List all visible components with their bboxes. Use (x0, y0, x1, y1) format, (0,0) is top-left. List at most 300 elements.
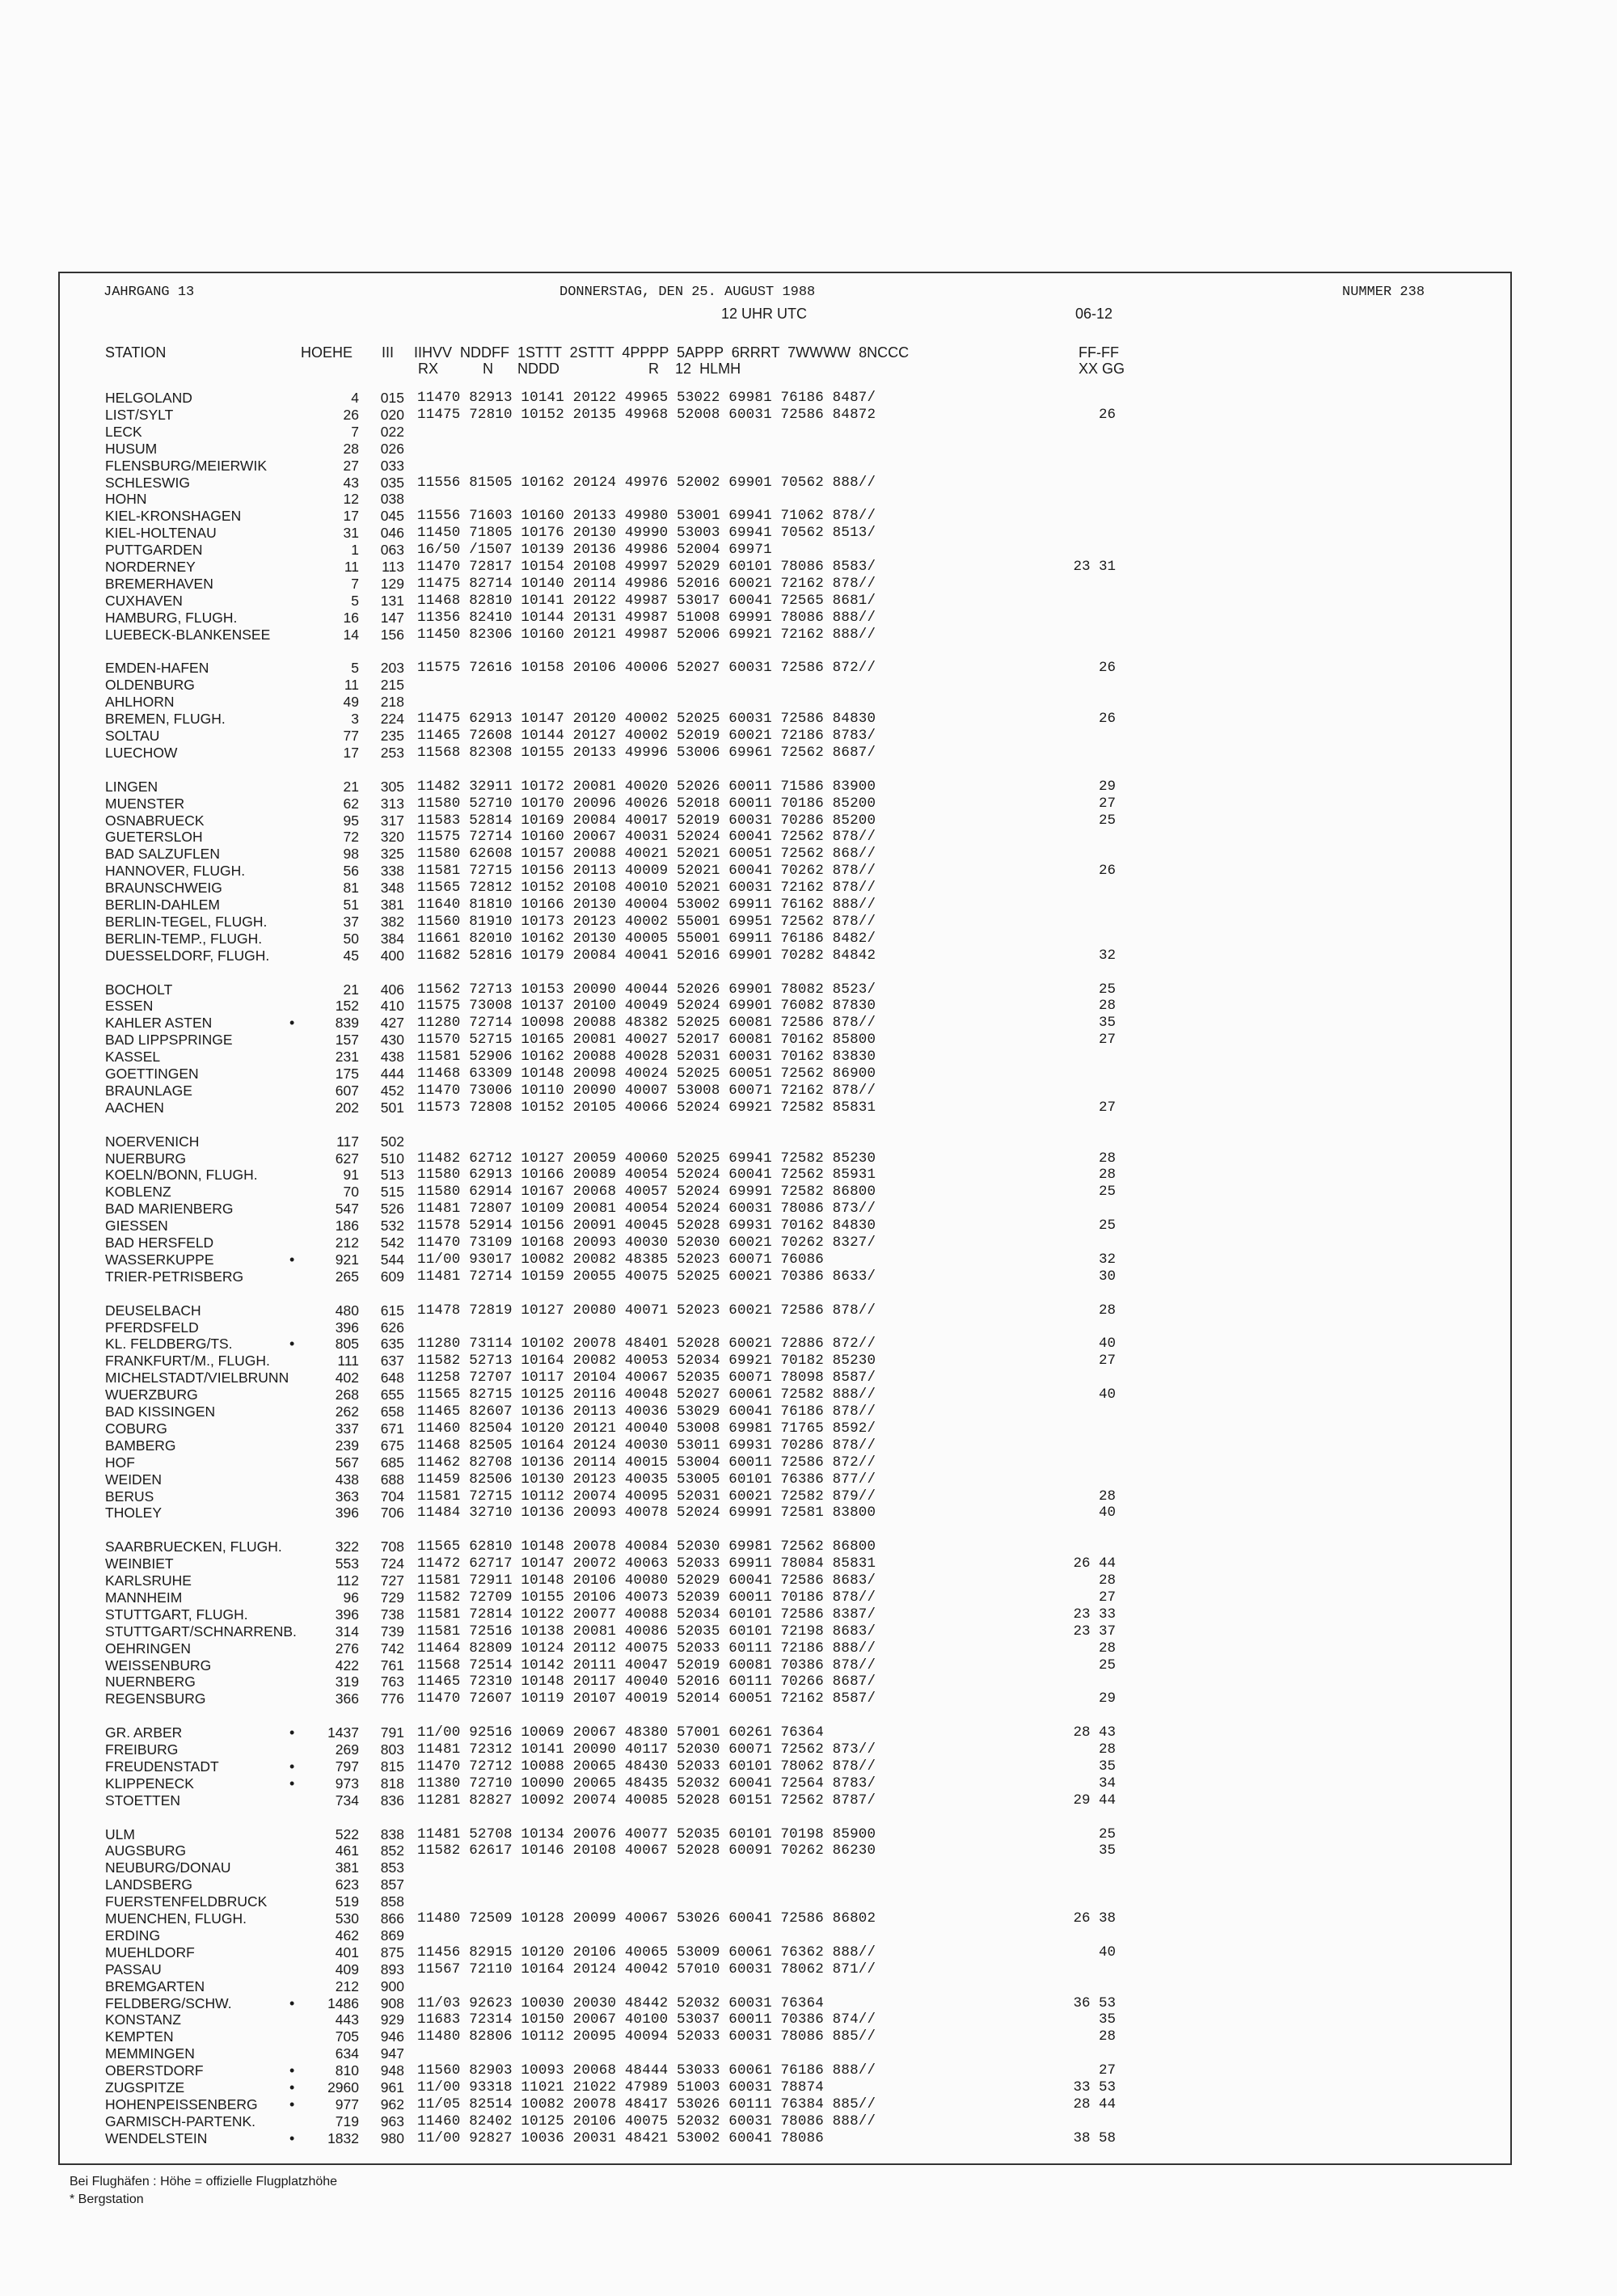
wind-gusts: 25 (1098, 1218, 1116, 1235)
table-row (0, 1201, 1617, 1218)
synop-codes: 11/03 92623 10030 20030 48442 52032 60031 76364 (417, 1994, 824, 2011)
synop-codes: 11481 72807 10109 20081 40054 52024 60031 78086 873// (417, 1201, 876, 1218)
station-name: WEIDEN (105, 1471, 162, 1488)
station-height: 623 (335, 1876, 359, 1893)
station-number: 875 (380, 1944, 404, 1960)
station-number: 763 (380, 1673, 404, 1690)
table-row (0, 424, 1617, 441)
station-number: 325 (380, 846, 404, 863)
station-name: FREIBURG (105, 1741, 179, 1758)
station-name: FLENSBURG/MEIERWIK (105, 457, 267, 474)
station-height: 322 (335, 1538, 359, 1555)
station-height: 17 (343, 508, 359, 525)
station-number: 671 (380, 1420, 404, 1437)
table-row (0, 1978, 1617, 1995)
station-number: 444 (380, 1066, 404, 1082)
table-row (0, 1032, 1617, 1049)
table-row (0, 1083, 1617, 1099)
table-row (0, 914, 1617, 931)
table-row (0, 796, 1617, 812)
wind-gusts: 32 (1098, 1251, 1116, 1268)
table-row (0, 1826, 1617, 1843)
station-height: 396 (335, 1319, 359, 1336)
table-row (0, 728, 1617, 745)
station-name: FRANKFURT/M., FLUGH. (105, 1353, 270, 1370)
wind-gusts: 23 33 (1073, 1606, 1116, 1623)
table-row (0, 1184, 1617, 1201)
station-name: HELGOLAND (105, 390, 192, 406)
station-number: 658 (380, 1403, 404, 1420)
table-row (0, 1488, 1617, 1505)
footnote-airport: Bei Flughäfen : Höhe = offizielle Flugplatzhöhe (70, 2175, 338, 2188)
table-row (0, 576, 1617, 593)
synop-codes: 11460 82504 10120 20121 40040 53008 69981 71765 8592/ (417, 1420, 876, 1437)
station-name: AHLHORN (105, 694, 175, 711)
station-number: 776 (380, 1690, 404, 1707)
station-name: OSNABRUECK (105, 812, 205, 829)
station-number: 542 (380, 1235, 404, 1251)
wind-gusts: 30 (1098, 1268, 1116, 1285)
synop-codes: 11661 82010 10162 20130 40005 55001 69911 76186 8482/ (417, 930, 876, 947)
station-height: 91 (343, 1167, 359, 1184)
table-row (0, 1370, 1617, 1386)
wind-gusts: 23 31 (1073, 559, 1116, 575)
station-number: 963 (380, 2112, 404, 2129)
station-number: 685 (380, 1454, 404, 1471)
station-number: 962 (380, 2096, 404, 2112)
station-height: 117 (336, 1133, 359, 1150)
table-row (0, 1302, 1617, 1319)
station-number: 156 (380, 626, 404, 643)
station-height: 797 (335, 1758, 359, 1775)
wind-gusts: 27 (1098, 2062, 1116, 2079)
station-number: 147 (380, 609, 404, 626)
station-number: 704 (380, 1488, 404, 1505)
station-name: BERLIN-DAHLEM (105, 897, 220, 913)
station-height: 7 (351, 575, 359, 592)
station-number: 948 (380, 2062, 404, 2079)
mountain-marker: • (289, 1724, 295, 1741)
station-name: MANNHEIM (105, 1589, 183, 1606)
table-row (0, 1657, 1617, 1674)
synop-codes: 11380 72710 10090 20065 48435 52032 60041 72564 8783/ (417, 1775, 876, 1792)
station-number: 857 (380, 1876, 404, 1893)
station-name: STUTTGART/SCHNARRENB. (105, 1623, 297, 1640)
column-header-station: STATION (105, 344, 167, 361)
station-name: KOBLENZ (105, 1184, 171, 1201)
table-row (0, 1066, 1617, 1083)
station-number: 235 (380, 728, 404, 744)
station-name: BREMGARTEN (105, 1977, 205, 1994)
synop-codes: 11470 72817 10154 20108 49997 52029 60101 78086 8583/ (417, 559, 876, 575)
wind-gusts: 28 (1098, 1302, 1116, 1319)
table-row (0, 863, 1617, 880)
station-number: 022 (380, 423, 404, 440)
station-number: 929 (380, 2011, 404, 2028)
wind-gusts: 25 (1098, 1825, 1116, 1842)
station-name: GR. ARBER (105, 1724, 183, 1741)
synop-codes: 11567 72110 10164 20124 40042 57010 60031 78062 871// (417, 1960, 876, 1977)
station-height: 175 (335, 1066, 359, 1082)
station-number: 853 (380, 1859, 404, 1876)
station-name: HUSUM (105, 440, 158, 457)
table-row (0, 2028, 1617, 2045)
station-name: GIESSEN (105, 1218, 168, 1235)
station-name: LINGEN (105, 778, 158, 795)
synop-codes: 11470 82913 10141 20122 49965 53022 69981 76186 8487/ (417, 390, 876, 406)
station-name: BAD SALZUFLEN (105, 846, 220, 863)
synop-codes: 11459 82506 10130 20123 40035 53005 60101 76386 877// (417, 1471, 876, 1488)
station-height: 26 (343, 406, 359, 423)
station-height: 977 (335, 2096, 359, 2112)
station-height: 45 (343, 947, 359, 964)
table-row (0, 1910, 1617, 1927)
station-height: 112 (336, 1572, 359, 1589)
wind-gusts: 27 (1098, 1589, 1116, 1606)
station-number: 045 (380, 508, 404, 525)
station-number: 803 (380, 1741, 404, 1758)
synop-codes: 11562 72713 10153 20090 40044 52026 69901 78082 8523/ (417, 981, 876, 998)
table-row (0, 390, 1617, 407)
station-height: 202 (335, 1099, 359, 1116)
station-number: 818 (380, 1775, 404, 1792)
synop-codes: 11568 82308 10155 20133 49996 53006 69961 72562 8687/ (417, 744, 876, 761)
synop-codes: 11581 52906 10162 20088 40028 52031 60031 70162 83830 (417, 1049, 876, 1066)
station-name: GUETERSLOH (105, 829, 203, 846)
wind-gusts: 25 (1098, 1657, 1116, 1673)
table-row (0, 1235, 1617, 1251)
table-row (0, 1876, 1617, 1893)
synop-codes: 11/00 92827 10036 20031 48421 53002 60041 78086 (417, 2129, 824, 2146)
station-name: MUENSTER (105, 795, 185, 812)
table-row (0, 677, 1617, 694)
station-number: 502 (380, 1133, 404, 1150)
station-height: 37 (343, 913, 359, 930)
station-name: STOETTEN (105, 1792, 181, 1809)
station-number: 635 (380, 1336, 404, 1353)
mountain-marker: • (289, 1775, 295, 1792)
mountain-marker: • (289, 1994, 295, 2011)
table-row (0, 475, 1617, 492)
wind-gusts: 26 (1098, 406, 1116, 423)
station-height: 627 (335, 1150, 359, 1167)
station-name: EMDEN-HAFEN (105, 660, 209, 677)
station-name: HOHN (105, 491, 147, 508)
station-number: 544 (380, 1251, 404, 1268)
synop-codes: 11/00 93017 10082 20082 48385 52023 60071 76086 (417, 1251, 824, 1268)
station-height: 973 (335, 1775, 359, 1792)
station-number: 655 (380, 1386, 404, 1403)
table-row (0, 2011, 1617, 2028)
station-name: LANDSBERG (105, 1876, 192, 1893)
synop-codes: 11570 52715 10165 20081 40027 52017 60081 70162 85800 (417, 1032, 876, 1049)
station-number: 866 (380, 1910, 404, 1927)
station-number: 430 (380, 1032, 404, 1049)
table-row (0, 458, 1617, 475)
station-name: HANNOVER, FLUGH. (105, 863, 246, 880)
station-height: 519 (335, 1893, 359, 1910)
station-height: 705 (335, 2028, 359, 2045)
station-height: 530 (335, 1910, 359, 1927)
synop-codes: 11470 72607 10119 20107 40019 52014 60051 72162 8587/ (417, 1690, 876, 1707)
table-row (0, 559, 1617, 576)
synop-codes: 11/00 92516 10069 20067 48380 57001 60261 76364 (417, 1724, 824, 1741)
footnote-mountain: * Bergstation (70, 2193, 144, 2206)
station-number: 724 (380, 1555, 404, 1572)
station-height: 401 (335, 1944, 359, 1960)
synop-codes: 11568 72514 10142 20111 40047 52019 60081 70386 878// (417, 1657, 876, 1673)
station-name: GOETTINGEN (105, 1066, 199, 1082)
wind-gusts: 28 (1098, 998, 1116, 1015)
station-number: 129 (380, 575, 404, 592)
station-number: 317 (380, 812, 404, 829)
observation-time: 12 UHR UTC (721, 306, 808, 322)
station-number: 113 (382, 559, 404, 575)
table-row (0, 1690, 1617, 1707)
issue-number: NUMMER 238 (1342, 285, 1425, 300)
table-row (0, 745, 1617, 762)
mountain-marker: • (289, 2129, 295, 2146)
station-height: 921 (335, 1251, 359, 1268)
synop-codes: 11573 72808 10152 20105 40066 52024 69921 72582 85831 (417, 1099, 876, 1116)
table-row (0, 593, 1617, 610)
station-height: 438 (335, 1471, 359, 1488)
station-number: 305 (380, 778, 404, 795)
station-number: 348 (380, 880, 404, 897)
station-height: 1 (351, 542, 359, 559)
station-height: 157 (335, 1032, 359, 1049)
table-row (0, 1995, 1617, 2012)
wind-gusts: 36 53 (1073, 1994, 1116, 2011)
station-height: 212 (335, 1977, 359, 1994)
wind-gusts: 25 (1098, 812, 1116, 829)
table-row (0, 1251, 1617, 1268)
synop-codes: 11475 82714 10140 20114 49986 52016 60021 72162 878// (417, 575, 876, 592)
station-height: 462 (335, 1927, 359, 1944)
station-height: 95 (343, 812, 359, 829)
column-header-codes-sub: RX N NDDD R 12 HLMH (414, 361, 741, 377)
station-number: 869 (380, 1927, 404, 1944)
station-height: 3 (351, 711, 359, 728)
station-number: 015 (380, 390, 404, 406)
synop-codes: 11580 62608 10157 20088 40021 52021 60051 72562 868// (417, 846, 876, 863)
synop-codes: 11482 62712 10127 20059 40060 52025 69941 72582 85230 (417, 1150, 876, 1167)
station-height: 396 (335, 1606, 359, 1623)
station-height: 16 (343, 609, 359, 626)
station-number: 438 (380, 1049, 404, 1066)
station-name: TRIER-PETRISBERG (105, 1268, 244, 1285)
station-name: LECK (105, 423, 142, 440)
station-name: THOLEY (105, 1505, 163, 1522)
period-label: 06-12 (1075, 306, 1113, 322)
station-height: 4 (351, 390, 359, 406)
station-name: STUTTGART, FLUGH. (105, 1606, 248, 1623)
mountain-marker: • (289, 2096, 295, 2112)
station-name: LIST/SYLT (105, 406, 174, 423)
station-height: 14 (343, 626, 359, 643)
station-number: 727 (380, 1572, 404, 1589)
station-number: 218 (380, 694, 404, 711)
wind-gusts: 38 58 (1073, 2129, 1116, 2146)
table-row (0, 1775, 1617, 1792)
station-number: 688 (380, 1471, 404, 1488)
station-name: LUECHOW (105, 744, 178, 761)
station-number: 501 (380, 1099, 404, 1116)
date-label: DONNERSTAG, DEN 25. AUGUST 1988 (559, 285, 816, 300)
synop-codes: 11480 72509 10128 20099 40067 53026 60041 72586 86802 (417, 1910, 876, 1927)
station-height: 231 (335, 1049, 359, 1066)
station-name: BAD KISSINGEN (105, 1403, 216, 1420)
synop-codes: 11481 52708 10134 20076 40077 52035 60101 70198 85900 (417, 1825, 876, 1842)
table-row (0, 542, 1617, 559)
station-name: BAD LIPPSPRINGE (105, 1032, 233, 1049)
station-number: 961 (380, 2079, 404, 2096)
station-number: 320 (380, 829, 404, 846)
synop-codes: 11565 72812 10152 20108 40010 52021 60031 72162 878// (417, 880, 876, 897)
station-height: 72 (343, 829, 359, 846)
wind-gusts: 29 44 (1073, 1792, 1116, 1809)
column-header-wind-sub: XX GG (1079, 361, 1125, 377)
station-height: 17 (343, 744, 359, 761)
station-name: NEUBURG/DONAU (105, 1859, 231, 1876)
station-name: BAMBERG (105, 1437, 176, 1454)
station-height: 314 (335, 1623, 359, 1640)
table-row (0, 1167, 1617, 1184)
table-row (0, 2113, 1617, 2130)
table-row (0, 931, 1617, 948)
wind-gusts: 28 (1098, 1167, 1116, 1184)
wind-gusts: 28 43 (1073, 1724, 1116, 1741)
table-row (0, 1961, 1617, 1978)
synop-codes: 11575 72616 10158 20106 40006 52027 60031 72586 872// (417, 660, 876, 677)
synop-codes: 11470 72712 10088 20065 48430 52033 60101 78062 878// (417, 1758, 876, 1775)
table-row (0, 1538, 1617, 1555)
station-name: AUGSBURG (105, 1842, 187, 1859)
table-row (0, 1893, 1617, 1910)
station-name: MUENCHEN, FLUGH. (105, 1910, 247, 1927)
synop-codes: 11280 73114 10102 20078 48401 52028 60021 72886 872// (417, 1336, 876, 1353)
station-height: 12 (343, 491, 359, 508)
station-name: LUEBECK-BLANKENSEE (105, 626, 271, 643)
table-row (0, 779, 1617, 796)
synop-codes: 11472 62717 10147 20072 40063 52033 69911 78084 85831 (417, 1555, 876, 1572)
table-row (0, 407, 1617, 424)
wind-gusts: 27 (1098, 1099, 1116, 1116)
station-name: SAARBRUECKEN, FLUGH. (105, 1538, 282, 1555)
station-name: BAD HERSFELD (105, 1235, 214, 1251)
synop-codes: 11464 82809 10124 20112 40075 52033 60111 72186 888// (417, 1640, 876, 1657)
station-height: 11 (344, 559, 359, 575)
station-number: 815 (380, 1758, 404, 1775)
wind-gusts: 40 (1098, 1505, 1116, 1522)
wind-gusts: 26 (1098, 711, 1116, 728)
synop-codes: 11468 82505 10164 20124 40030 53011 69931 70286 878// (417, 1437, 876, 1454)
synop-codes: 11581 72516 10138 20081 40086 52035 60101 72198 8683/ (417, 1623, 876, 1640)
station-height: 5 (351, 660, 359, 677)
station-name: KLIPPENECK (105, 1775, 194, 1792)
station-height: 276 (335, 1640, 359, 1657)
station-height: 7 (351, 423, 359, 440)
station-name: KASSEL (105, 1049, 161, 1066)
table-row (0, 829, 1617, 846)
wind-gusts: 32 (1098, 947, 1116, 964)
table-row (0, 1640, 1617, 1657)
synop-codes: 16/50 /1507 10139 20136 49986 52004 69971 (417, 542, 772, 559)
table-row (0, 2045, 1617, 2062)
station-number: 203 (380, 660, 404, 677)
wind-gusts: 29 (1098, 1690, 1116, 1707)
station-name: DUESSELDORF, FLUGH. (105, 947, 270, 964)
station-name: BAD MARIENBERG (105, 1201, 234, 1218)
synop-codes: 11456 82915 10120 20106 40065 53009 60061 76362 888// (417, 1944, 876, 1960)
table-row (0, 880, 1617, 897)
table-row (0, 1859, 1617, 1876)
station-name: BREMERHAVEN (105, 575, 213, 592)
synop-codes: 11575 73008 10137 20100 40049 52024 69901 76082 87830 (417, 998, 876, 1015)
station-name: HAMBURG, FLUGH. (105, 609, 238, 626)
table-row (0, 1555, 1617, 1572)
station-number: 406 (380, 981, 404, 998)
table-row (0, 491, 1617, 508)
station-number: 381 (380, 897, 404, 913)
station-name: FREUDENSTADT (105, 1758, 219, 1775)
station-number: 626 (380, 1319, 404, 1336)
station-name: NUERNBERG (105, 1673, 196, 1690)
station-height: 409 (335, 1960, 359, 1977)
station-height: 56 (343, 863, 359, 880)
synop-codes: 11478 72819 10127 20080 40071 52023 60021 72586 878// (417, 1302, 876, 1319)
synop-codes: 11475 72810 10152 20135 49968 52008 60031 72586 84872 (417, 406, 876, 423)
station-height: 1437 (327, 1724, 359, 1741)
synop-codes: 11582 62617 10146 20108 40067 52028 60091 70262 86230 (417, 1842, 876, 1859)
station-number: 836 (380, 1792, 404, 1809)
column-header-hoehe: HOEHE (301, 344, 353, 361)
station-name: ESSEN (105, 998, 154, 1015)
station-height: 152 (335, 998, 359, 1015)
station-number: 515 (380, 1184, 404, 1201)
table-row (0, 1386, 1617, 1403)
station-number: 852 (380, 1842, 404, 1859)
station-height: 1832 (327, 2129, 359, 2146)
station-height: 111 (337, 1353, 359, 1370)
station-number: 900 (380, 1977, 404, 1994)
station-name: KIEL-KRONSHAGEN (105, 508, 242, 525)
table-row (0, 1471, 1617, 1488)
station-height: 1486 (327, 1994, 359, 2011)
table-row (0, 627, 1617, 644)
wind-gusts: 28 (1098, 1150, 1116, 1167)
table-row (0, 1437, 1617, 1454)
synop-codes: 11580 62914 10167 20068 40057 52024 69991 72582 86800 (417, 1184, 876, 1201)
synop-codes: 11556 81505 10162 20124 49976 52002 69901 70562 888// (417, 474, 876, 491)
synop-codes: 11450 82306 10160 20121 49987 52006 69921 72162 888// (417, 626, 876, 643)
station-name: WEINBIET (105, 1555, 174, 1572)
station-height: 27 (343, 457, 359, 474)
station-name: ULM (105, 1825, 135, 1842)
wind-gusts: 28 44 (1073, 2096, 1116, 2112)
station-height: 186 (335, 1218, 359, 1235)
table-row (0, 1623, 1617, 1640)
synop-codes: 11560 82903 10093 20068 48444 53033 60061 76186 888// (417, 2062, 876, 2079)
wind-gusts: 27 (1098, 1353, 1116, 1370)
station-name: HOHENPEISSENBERG (105, 2096, 258, 2112)
station-name: PUTTGARDEN (105, 542, 203, 559)
mountain-marker: • (289, 1336, 295, 1353)
wind-gusts: 26 38 (1073, 1910, 1116, 1927)
station-height: 402 (335, 1370, 359, 1386)
station-number: 382 (380, 913, 404, 930)
table-row (0, 1741, 1617, 1758)
